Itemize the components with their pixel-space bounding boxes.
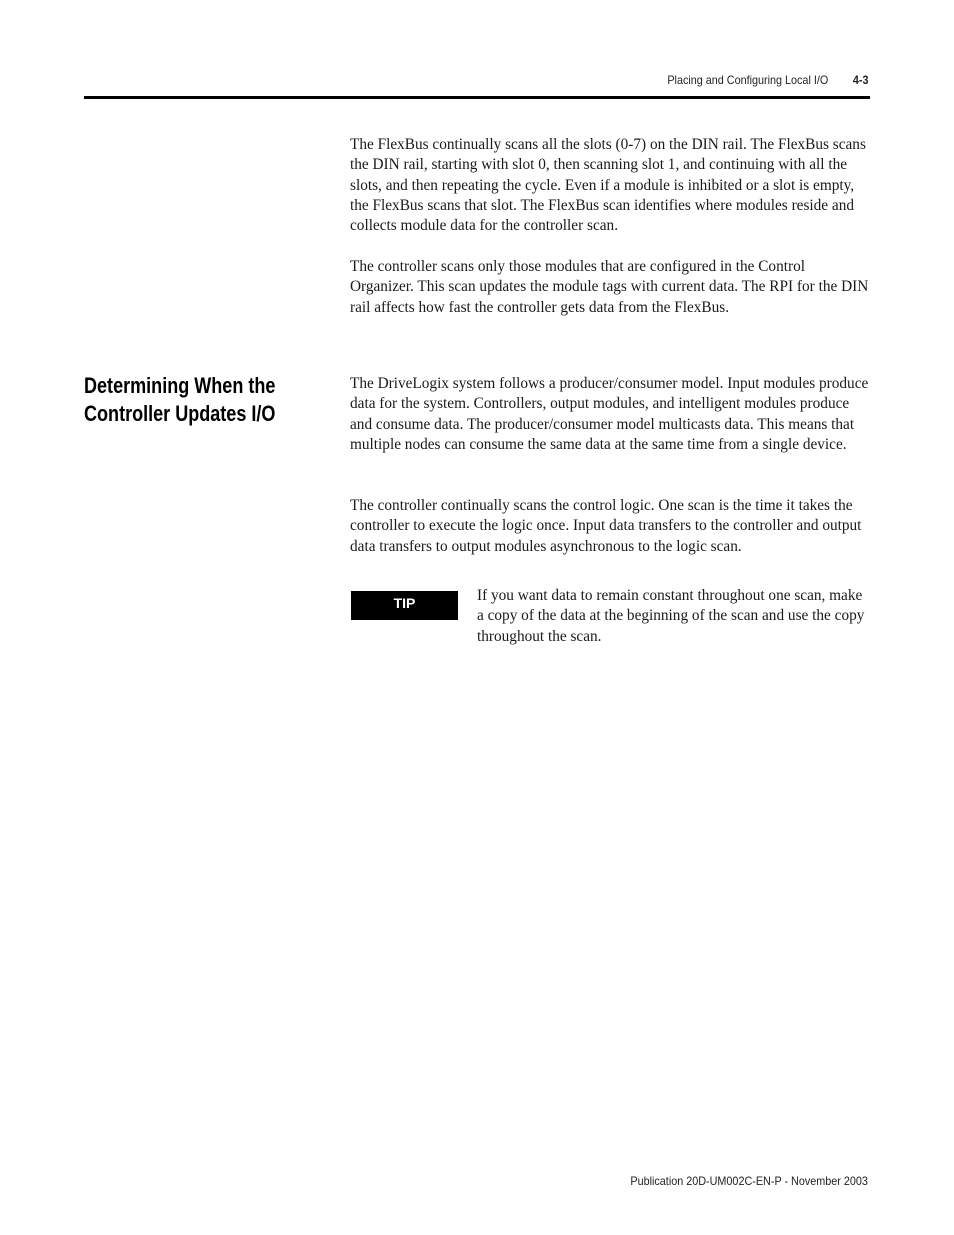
section-heading-line1: Determining When the [84, 373, 276, 398]
publication-footer: Publication 20D-UM002C-EN-P - November 2003 [630, 1174, 868, 1188]
section-title: Placing and Configuring Local I/O [666, 73, 828, 87]
paragraph-controller-scan: The controller scans only those modules that are configured in the Control Organizer. This scan updates the module tags with current data. The RPI for the DIN rail affects how fast the controller gets data from the FlexBus. [350, 258, 869, 316]
tip-text: If you want data to remain constant throughout one scan, make a copy of the data at the beginning of the scan and use the copy throughout the scan. [477, 587, 865, 645]
section-heading-line2: Controller Updates I/O [84, 401, 276, 426]
paragraph-producer-consumer: The DriveLogix system follows a producer/consumer model. Input modules produce data for the system. Controllers, output modules, and intelligent modules produce and consume data. The producer/consumer model multicasts data. This means that multiple nodes can consume the same data at the same time from a single device. [350, 375, 869, 453]
page-number: 4-3 [852, 73, 868, 87]
paragraph-flexbus-scan: The FlexBus continually scans all the slots (0-7) on the DIN rail. The FlexBus scans the DIN rail, starting with slot 0, then scanning slot 1, and continuing with all the slots, and then repeating the cycle. Even if a module is inhibited or a slot is empty, the FlexBus scans that slot. The FlexBus scan identifies where modules reside and collects module data for the controller scan. [350, 136, 866, 235]
section-heading [84, 372, 322, 428]
running-header [667, 73, 868, 87]
tip-badge: TIP [351, 591, 458, 620]
header-rule [84, 96, 870, 99]
paragraph-logic-scan: The controller continually scans the control logic. One scan is the time it takes the controller to execute the logic once. Input data transfers to the controller and output data transfers to output modules asynchronous to the logic scan. [350, 497, 862, 555]
